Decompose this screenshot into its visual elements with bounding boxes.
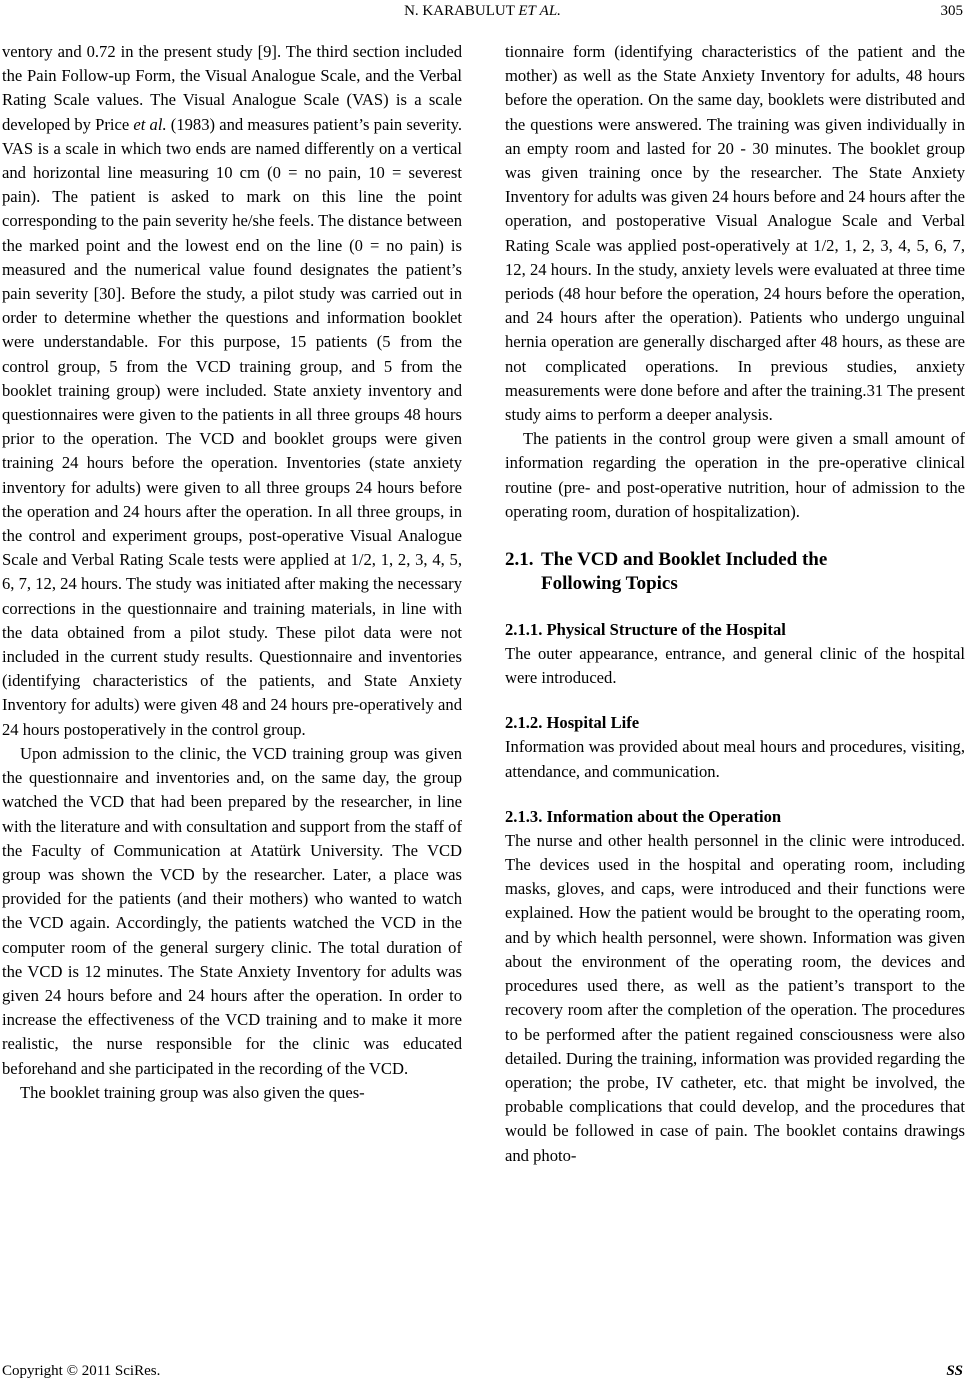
section-title-line1: The VCD and Booklet Included the — [541, 549, 828, 571]
running-head-authors — [0, 0, 965, 22]
page-header — [0, 0, 965, 24]
page-number: 305 — [940, 3, 963, 19]
paragraph-left-3: The booklet training group was also given the ques- — [20, 1082, 365, 1102]
right-column — [505, 40, 965, 1168]
citation-et-al: et al. — [133, 114, 167, 134]
paragraph-text: (1983) and measures patient’s pain severity. VAS is a scale in which two ends are named differently on a vertical and horizontal line measuring 10 cm (0 = no pain, 10 = severest pain). The patient is asked to mark on this line the point corresponding to the pain severity he/she feels. The distance between the marked point and the lowest end on the line (0 = no pain) is measured and the numerical value found designates the patient’s pain severity [30]. Before the study, a pilot study was carried out in order to determine whether the questions and information booklet were understandable. For this purpose, 15 patients (5 from the control group, 5 from the VCD training group, and 5 from the booklet training group) were included. State anxiety inventory and questionnaires were given to the patients in all three groups 48 hours prior to the operation. The VCD and booklet groups were given training 24 hours before the operation. Inventories (state anxiety inventory for adults) were given to all three groups 24 hours before the operation and 24 hours after the operation. In all three groups, in the control and experiment groups, post-operative Visual Analogue Scale and Verbal Rating Scale tests were applied at 1/2, 1, 2, 3, 4, 5, 6, 7, 12, 24 hours. The study was initiated after making the necessary corrections in the questionnaire and training materials, in line with the data obtained from a pilot study. These pilot data were not included in the current study results. Questionnaire and inventories (identifying characteristics of the patients, and State Anxiety Inventory for adults) were given 48 and 24 hours pre-operatively and 24 hours postoperatively in the control group. — [2, 114, 462, 739]
author-name: N. KARABULUT — [404, 3, 515, 19]
copyright-notice: Copyright © 2011 SciRes. — [2, 1363, 161, 1379]
paragraph-right-2: The patients in the control group were given a small amount of information regarding the operation in the pre-operative clinical routine (pre- and post-operative nutrition, hour of admission to the operating room, duration of hospitalization). — [505, 429, 965, 521]
subsection-text-3: The nurse and other health personnel in the clinic were introduced. The devices used in the hospital and operating room, including masks, gloves, and caps, were introduced and their functions were explained. How the patient would be brought to the operating room, and by which health personnel, were shown. Information was given about the environment of the operating room, the devices and procedures used there, as well as the patient’s transport to the recovery room after the completion of the operation. The procedures to be performed after the patient regained consciousness were also detailed. During the training, information was provided regarding the operation; the probe, IV catheter, etc. that might be involved, the probable complications that could develop, and the procedures that would be followed in case of pain. The booklet contains drawings and photo- — [505, 830, 965, 1165]
paragraph-right-1: tionnaire form (identifying characteristics of the patient and the mother) as well as the State Anxiety Inventory for adults, 48 hours before the operation. On the same day, booklets were distributed and the questions were answered. The training was given individually in an empty room and lasted for 20 - 30 minutes. The booklet group was given training once by the researcher. The State Anxiety Inventory for adults was given 24 hours before and 24 hours after the operation, and postoperative Visual Analogue Scale and Verbal Rating Scale was applied post-operatively at 1/2, 1, 2, 3, 4, 5, 6, 7, 12, 24 hours. In the study, anxiety levels were evaluated at three time periods (48 hour before the operation, 24 hours before the operation, and 24 hours after the operation). Patients who undergo unguinal hernia operation are generally discharged after 48 hours, as these are not complicated operations. In previous studies, anxiety measurements were done before and after the training.31 The present study aims to perform a deeper analysis. — [505, 42, 965, 425]
author-et: ET — [518, 3, 536, 19]
journal-abbreviation: SS — [946, 1363, 963, 1379]
section-number: 2.1. — [505, 549, 534, 571]
subsection-text-2: Information was provided about meal hours and procedures, visiting, attendance, and communication. — [505, 737, 965, 781]
left-column — [2, 40, 462, 1105]
subsection-text-1: The outer appearance, entrance, and general clinic of the hospital were introduced. — [505, 644, 965, 688]
author-al: AL. — [539, 3, 561, 19]
section-heading — [505, 548, 965, 596]
section-title-line2: Following Topics — [541, 573, 678, 595]
subsection-heading-1: 2.1.1. Physical Structure of the Hospital — [505, 620, 786, 640]
page-footer — [0, 1360, 965, 1384]
paragraph-left-2: Upon admission to the clinic, the VCD training group was given the questionnaire and inventories and, on the same day, the group watched the VCD that had been prepared by the researcher, in line with the literature and with consultation and support from the staff of the Faculty of Communication at Atatürk University. The VCD group was shown the VCD by the researcher. Later, a place was provided for the patients (and their mothers) who wanted to watch the VCD again. Accordingly, the patients watched the VCD in the computer room of the general surgery clinic. The total duration of the VCD is 12 minutes. The State Anxiety Inventory for adults was given 24 hours before and 24 hours after the operation. In order to increase the effectiveness of the VCD training and to make it more realistic, the nurse responsible for the clinic was educated beforehand and she participated in the recording of the VCD. — [2, 743, 462, 1078]
paragraph-text: ventory and 0.72 in the present study [9]. The third section included the Pain Follow-up Form, the Visual Analogue Scale, and the Verbal Rating Scale values. The Visual Analogue Scale (VAS) is a scale developed by Price — [2, 42, 462, 134]
subsection-heading-3: 2.1.3. Information about the Operation — [505, 806, 782, 826]
paragraph-left-1 — [2, 40, 462, 742]
subsection-heading-2: 2.1.2. Hospital Life — [505, 713, 640, 733]
